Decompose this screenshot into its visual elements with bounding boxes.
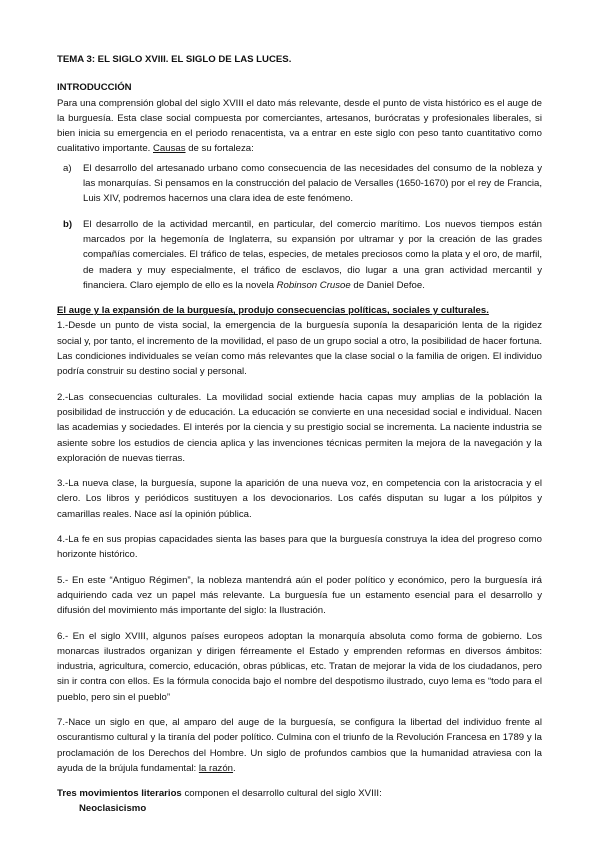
list-item	[57, 217, 542, 293]
movements-intro-rest: componen el desarrollo cultural del siglo XVIII:	[184, 788, 382, 800]
list-marker-a: a)	[63, 162, 72, 174]
consequence-point-7	[57, 715, 542, 776]
consequence-point-4: 4.-La fe en sus propias capacidades sienta las bases para que la burguesía construya la idea del progreso como horizonte histórico.	[57, 534, 542, 561]
consequence-point-6: 6.- En el siglo XVIII, algunos países europeos adoptan la monarquía absoluta como forma de gobierno. Los monarcas ilustrados organizan y dirigen férreamente el Estado y emprenden reformas en diversos ámbitos: industria, agricultura, comercio, educación, obras públicas, etc. Tratan de mejorar la vida de los ciudadanos, pero sin ir contra con ellos. Es la fórmula conocida bajo el nombre del despotismo ilustrado, cuyo lema es “todo para el pueblo, pero sin el pueblo”	[57, 630, 542, 703]
list-item	[57, 161, 542, 207]
consequence-point-3: 3.-La nueva clase, la burguesía, supone la aparición de una nueva voz, en competencia con la aristocracia y el clero. Los libros y periódicos sustituyen a los devocionarios. Los cafés disputan su lugar a los púlpitos y camarillas reales. Nace así la opinión pública.	[57, 478, 542, 520]
book-title: Robinson Crusoe	[276, 279, 351, 291]
cause-a-text: El desarrollo del artesanado urbano como consecuencia de las necesidades del consumo de la nobleza y las monarquías. Si pensamos en la construcción del palacio de Versalles (1650-1670) por el rey de Francia, Luis XIV, podremos hacernos una clara idea de este fenómeno.	[83, 162, 542, 205]
causes-list	[57, 161, 542, 293]
la-razon: la razón	[198, 762, 234, 774]
cause-b-text-end: de Daniel Defoe.	[353, 279, 425, 291]
document-title: TEMA 3: EL SIGLO XVIII. EL SIGLO DE LAS LUCES.	[57, 54, 292, 65]
cause-b-text-main: El desarrollo de la actividad mercantil, en particular, del comercio marítimo. Los nuevos tiempos están marcados por la hegemonía de Inglaterra, su expansión por ultramar y por la creación de las grades compañías comerciales. El tráfico de telas, especies, de metales preciosos como la plata y el oro, de marfil, de madera y muy especialmente, el tráfico de esclavos, dio lugar a una gran actividad mercantil y financiera. Claro ejemplo de ello es la novela	[83, 218, 542, 291]
movements-intro	[57, 786, 542, 801]
consequence-point-1: 1.-Desde un punto de vista social, la emergencia de la burguesía suponía la desaparición lenta de la rigidez social y, por tanto, el incremento de la movilidad, el paso de un grupo social a otro, la posibilidad de hacer fortuna. Las condiciones individuales se veían como más relevantes que la clase social o la familia de origen. El individuo podría construir su destino social y personal.	[57, 320, 542, 378]
list-marker-b: b)	[63, 218, 73, 230]
consequences-heading: El auge y la expansión de la burguesía, produjo consecuencias políticas, sociales y culturales.	[57, 305, 489, 317]
consequence-point-5: 5.- En este “Antiguo Régimen”, la nobleza mantendrá aún el poder político y económico, pero la burguesía irá adquiriendo cada vez un papel más relevante. La burguesía fue un estamento esencial para el desarrollo y difusión del movimiento más importante del siglo: la Ilustración.	[57, 574, 542, 617]
consequence-point-2: 2.-Las consecuencias culturales. La movilidad social extiende hacia capas muy amplias de la población la posibilidad de instrucción y de educación. La educación se convierte en una necesidad social e individual. Nacen las academias y sociedades. El interés por la ciencia y su prestigio social se incrementa. La naciente industria se asiente sobre los estudios de ciencia aplica y las invenciones técnicas permiten la mejora de la navegación y la exploración de nuevas tierras.	[57, 391, 542, 464]
causas-word: Causas	[153, 143, 186, 155]
point-7-text: 7.-Nace un siglo en que, al amparo del auge de la burguesía, se configura la libertad del individuo frente al oscurantismo cultural y la tiranía del poder político. Culmina con el triunfo de la Revolución Francesa en 1789 y la proclamación de los Derechos del Hombre. Un siglo de profundos cambios que la humanidad atraviesa con la ayuda de la brújula fundamental:	[57, 716, 542, 774]
intro-text-end: de su fortaleza:	[188, 143, 254, 155]
neoclasicismo-heading: Neoclasicismo	[79, 803, 147, 815]
movements-intro-bold: Tres movimientos literarios	[57, 788, 182, 800]
intro-heading: INTRODUCCIÓN	[57, 82, 132, 94]
intro-text: Para una comprensión global del siglo XVIII el dato más relevante, desde el punto de vista histórico es el auge de la burguesía. Esta clase social compuesta por comerciantes, artesanos, burócratas y profesionales liberales, si bien inicia su emergencia en el periodo renacentista, va a entrar en este siglo con peso tanto cuantitativo como cualitativo importante.	[57, 97, 542, 155]
introduction-section	[57, 80, 542, 156]
point-7-end: .	[233, 762, 236, 774]
cause-b-text	[83, 217, 542, 293]
intro-paragraph	[57, 96, 542, 157]
